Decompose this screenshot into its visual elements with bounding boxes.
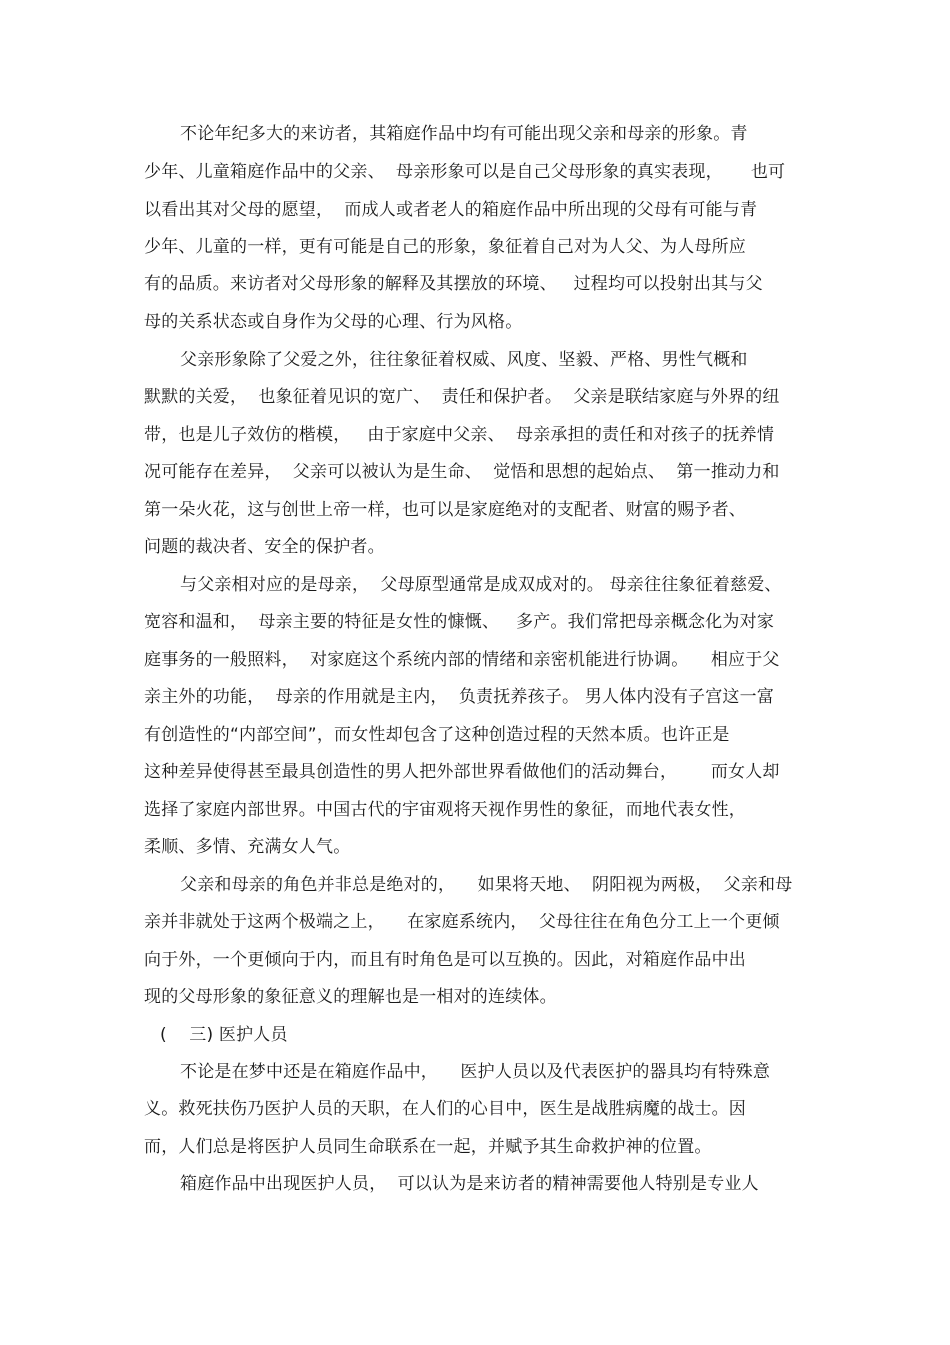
text-line: 箱庭作品中出现医护人员， 可以认为是来访者的精神需要他人特别是专业人 [180,1174,759,1194]
section-heading: ( 三) 医护人员 [160,1025,288,1045]
text-line: 亲并非就处于这两个极端之上， 在家庭系统内， 父母往往在角色分工上一个更倾 [144,912,780,932]
text-line: 有的品质。来访者对父母形象的解释及其摆放的环境、 过程均可以投射出其与父 [144,274,763,294]
text-line: 而，人们总是将医护人员同生命联系在一起，并赋予其生命救护神的位置。 [144,1137,712,1157]
text-line: 况可能存在差异， 父亲可以被认为是生命、 觉悟和思想的起始点、 第一推动力和 [144,462,780,482]
text-line: 母的关系状态或自身作为父母的心理、行为风格。 [144,312,523,332]
text-line: 第一朵火花，这与创世上帝一样，也可以是家庭绝对的支配者、财富的赐予者、 [144,500,746,520]
text-line: 不论年纪多大的来访者，其箱庭作品中均有可能出现父亲和母亲的形象。青 [180,124,748,144]
text-line: 问题的裁决者、安全的保护者。 [144,537,385,557]
text-line: 少年、儿童的一样，更有可能是自己的形象，象征着自己对为人父、为人母所应 [144,237,746,257]
text-line: 少年、儿童箱庭作品中的父亲、 母亲形象可以是自己父母形象的真实表现， 也可 [144,162,786,182]
text-line: 义。救死扶伤乃医护人员的天职，在人们的心目中，医生是战胜病魔的战士。因 [144,1099,746,1119]
text-line: 现的父母形象的象征意义的理解也是一相对的连续体。 [144,987,557,1007]
text-line: 宽容和温和， 母亲主要的特征是女性的慷慨、 多产。我们常把母亲概念化为对家 [144,612,775,632]
text-line: 这种差异使得甚至最具创造性的男人把外部世界看做他们的活动舞台， 而女人却 [144,762,780,782]
text-line: 以看出其对父母的愿望， 而成人或者老人的箱庭作品中所出现的父母有可能与青 [144,200,758,220]
text-line: 不论是在梦中还是在箱庭作品中， 医护人员以及代表医护的器具均有特殊意 [180,1062,771,1082]
text-line: 父亲和母亲的角色并非总是绝对的， 如果将天地、 阴阳视为两极， 父亲和母 [180,875,793,895]
text-line: 选择了家庭内部世界。中国古代的宇宙观将天视作男性的象征，而地代表女性， [144,800,746,820]
text-line: 有创造性的“内部空间”，而女性却包含了这种创造过程的天然本质。也许正是 [144,725,730,745]
text-line: 父亲形象除了父爱之外，往往象征着权威、风度、坚毅、严格、男性气概和 [180,350,748,370]
text-line: 庭事务的一般照料， 对家庭这个系统内部的情绪和亲密机能进行协调。 相应于父 [144,650,780,670]
text-line: 亲主外的功能， 母亲的作用就是主内， 负责抚养孩子。 男人体内没有子宫这一富 [144,687,775,707]
text-line: 与父亲相对应的是母亲， 父母原型通常是成双成对的。 母亲往往象征着慈爱、 [180,575,782,595]
text-line: 带，也是儿子效仿的楷模， 由于家庭中父亲、 母亲承担的责任和对孩子的抚养情 [144,425,775,445]
text-line: 柔顺、多情、充满女人气。 [144,837,351,857]
text-line: 向于外，一个更倾向于内，而且有时角色是可以互换的。因此，对箱庭作品中出 [144,950,746,970]
text-line: 默默的关爱， 也象征着见识的宽广、 责任和保护者。 父亲是联结家庭与外界的纽 [144,387,780,407]
